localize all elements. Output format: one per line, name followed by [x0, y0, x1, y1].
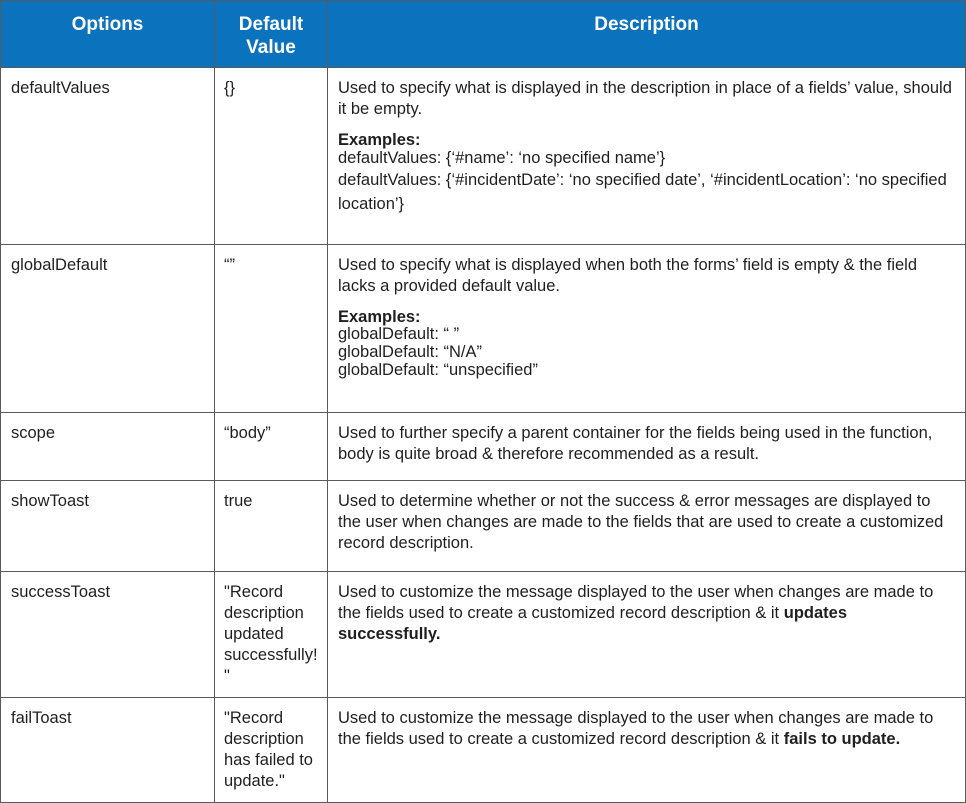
header-options: Options [1, 1, 215, 68]
description-text: Used to specify what is displayed in the description in place of a fields’ value, should it be empty. [338, 79, 952, 118]
example-line: globalDefault: “N/A” [338, 343, 482, 361]
table-row [1, 413, 966, 481]
description-text: Used to determine whether or not the success & error messages are displayed to the user when changes are made to the fields that are used to create a customized record description. [338, 492, 944, 552]
table-row [1, 698, 966, 803]
header-description: Description [328, 1, 966, 68]
description-cell [328, 413, 966, 481]
description-cell [328, 698, 966, 803]
examples-label: Examples: [338, 131, 421, 149]
description-plain: Used to customize the message displayed to the user when changes are made to the fields used to create a customized record description & it [338, 709, 934, 748]
option-name: defaultValues [1, 68, 215, 245]
description-cell [328, 572, 966, 698]
description-text: Used to specify what is displayed when both the forms’ field is empty & the field lacks a provided default value. [338, 256, 918, 295]
description-cell [328, 481, 966, 572]
default-value: “body” [215, 413, 328, 481]
header-default-value: Default Value [215, 1, 328, 68]
option-name: showToast [1, 481, 215, 572]
table-row [1, 572, 966, 698]
description-emphasis: updates successfully. [338, 604, 848, 643]
table-row [1, 481, 966, 572]
description-text: Used to further specify a parent container for the fields being used in the function, body is quite broad & therefore recommended as a result. [338, 424, 933, 463]
description-text [338, 582, 953, 645]
example-line: defaultValues: {‘#incidentDate’: ‘no specified date’, ‘#incidentLocation’: ‘no specified location’} [338, 171, 947, 213]
description-cell [328, 68, 966, 245]
option-name: scope [1, 413, 215, 481]
description-emphasis: fails to update. [783, 730, 901, 748]
example-line: defaultValues: {‘#name’: ‘no specified name’} [338, 149, 666, 167]
description-cell [328, 245, 966, 413]
default-value: true [215, 481, 328, 572]
option-name: successToast [1, 572, 215, 698]
description-plain: Used to customize the message displayed to the user when changes are made to the fields used to create a customized record description & it [338, 583, 934, 622]
default-value: “” [215, 245, 328, 413]
option-name: globalDefault [1, 245, 215, 413]
option-name: failToast [1, 698, 215, 803]
description-text [338, 708, 953, 750]
header-row [1, 1, 966, 68]
default-value: {} [215, 68, 328, 245]
examples-label: Examples: [338, 308, 421, 326]
example-line: globalDefault: “ ” [338, 325, 460, 343]
table-row [1, 245, 966, 413]
table-row [1, 68, 966, 245]
example-line: globalDefault: “unspecified” [338, 361, 538, 379]
default-value: "Record description has failed to update." [215, 698, 328, 803]
default-value: "Record description updated successfully!" [215, 572, 328, 698]
